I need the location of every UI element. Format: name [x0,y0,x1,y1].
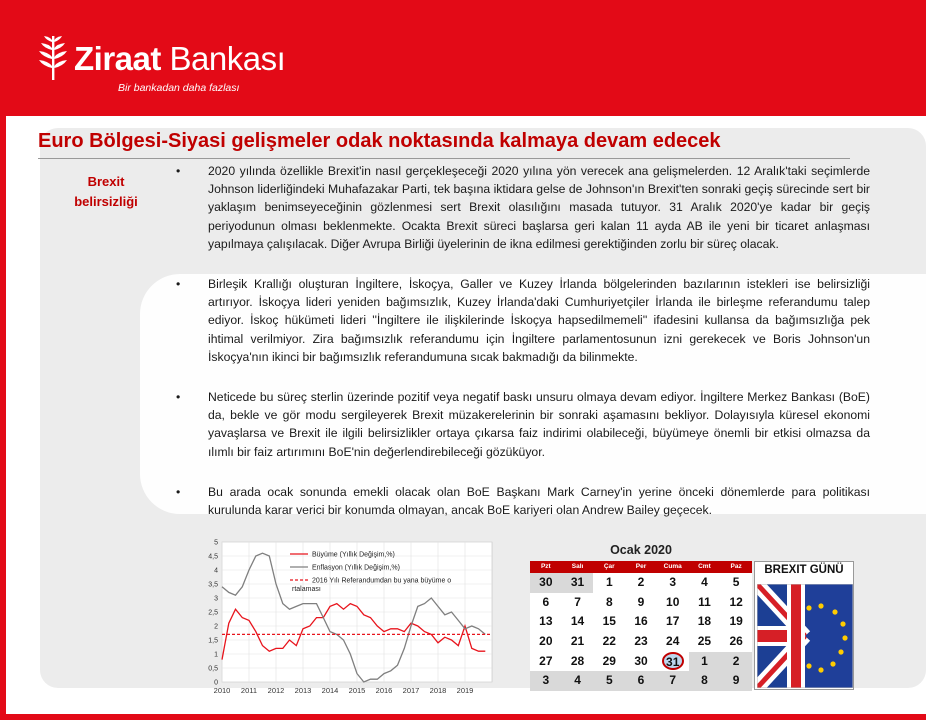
weekday-label: Cuma [663,563,682,570]
calendar-day: 8 [689,671,721,691]
chart-svg [204,532,496,698]
chart-y-tick-label: 5 [214,539,218,547]
calendar-day: 15 [593,612,625,632]
weekday-label: Çar [603,563,615,570]
bullet-item [172,483,870,519]
chart-y-tick-label: 3 [214,595,218,603]
chart-y-tick-label: 3,5 [208,581,218,589]
bullet-item [172,388,870,461]
calendar-day: 26 [720,632,752,652]
calendar-day: 13 [530,612,562,632]
bullet-dot: • [176,164,181,178]
calendar-day: 9 [720,671,752,691]
weekday-label: Per [635,563,647,570]
calendar-day: 11 [689,593,721,613]
calendar-day: 8 [593,593,625,613]
calendar-day: 27 [530,652,562,672]
chart-y-tick-label: 4,5 [208,553,218,561]
calendar-day: 4 [562,671,594,691]
bullet-list [172,162,870,519]
chart-x-tick-label: 2014 [321,686,339,695]
calendar-day: 12 [720,593,752,613]
calendar-day: 14 [562,612,594,632]
chart-y-tick-label: 0,5 [208,665,218,673]
calendar-day: 31 [562,573,594,593]
calendar-day: 18 [689,612,721,632]
header-bar [0,0,926,116]
calendar-day: 29 [593,652,625,672]
calendar-day: 28 [562,652,594,672]
calendar-day: 30 [625,652,657,672]
calendar-day: 3 [530,671,562,691]
frame-bottom-border [0,714,926,720]
slide-content [0,116,926,720]
calendar-january-2020 [530,543,752,691]
calendar-day: 9 [625,593,657,613]
calendar-day: 1 [689,652,721,672]
calendar-day: 7 [657,671,689,691]
chart-y-tick-label: 0 [214,679,218,687]
calendar-day: 25 [689,632,721,652]
calendar-day: 30 [530,573,562,593]
calendar-title: Ocak 2020 [610,543,672,557]
chart-x-tick-label: 2010 [213,686,231,695]
calendar-day: 23 [625,632,657,652]
bullet-text: 2020 yılında özellikle Brexit'in nasıl gerçekleşeceği 2020 yılına yön verecek ana gelişmelerden. 12 Aralık'taki seçimlerde Johnson liderliğindeki Muhafazakar Parti, tek başına iktidara gelse de Johnson'ın Brexit'ten sonraki geçiş sürecinde sert bir yaklaşım benimseyeceğinin gözlenmesi sert Brexit olasılığını masada tutuyor. 31 Aralık 2020'ye kadar bir geçiş periyodunun olması beklenmekte. Ocakta Brexit süreci başlarsa geri kalan 11 ayda AB ile yeni bir ticaret anlaşması yapılmaya çalışılacak. Diğer Avrupa Birliği üyelerinin de ikna edilmesi gerektiğinden zorlu bir süreç olacak. [208,164,870,251]
weekday-label: Cmt [698,563,711,570]
weekday-label: Salı [571,563,584,570]
side-label-line1: Brexit [87,174,125,189]
calendar-day: 2 [625,573,657,593]
calendar-day: 24 [657,632,689,652]
calendar-day: 7 [562,593,594,613]
calendar-day-grid [530,573,752,691]
brexit-day-label: BREXIT GÜNÜ [764,564,844,576]
calendar-day-brexit: 31 [657,652,689,672]
chart-x-tick-label: 2019 [456,686,474,695]
chart-y-tick-label: 4 [214,567,218,575]
calendar-day: 19 [720,612,752,632]
calendar-day: 5 [720,573,752,593]
chart-legend-label: Enflasyon (Yıllık Değişim,%) [312,564,400,572]
slide-title: Euro Bölgesi-Siyasi gelişmeler odak noktasında kalmaya devam edecek [38,130,721,152]
chart-x-tick-label: 2015 [348,686,366,695]
calendar-day: 6 [625,671,657,691]
chart-y-tick-label: 2 [214,623,218,631]
bullet-text: Bu arada ocak sonunda emekli olacak olan BoE Başkanı Mark Carney'in yerine önceki dönemlerde para politikası kurulunda karar verici bir konumda olmayan, ancak BoE kariyeri olan Andrew Bailey geçecek. [208,484,870,518]
uk-eu-flag-icon [757,584,853,688]
calendar-day: 3 [657,573,689,593]
calendar-day: 2 [720,652,752,672]
bullet-dot: • [176,484,181,499]
calendar-day: 17 [657,612,689,632]
calendar-day: 6 [530,593,562,613]
chart-x-tick-label: 2017 [402,686,420,695]
chart-y-tick-label: 1,5 [208,637,218,645]
calendar-day: 16 [625,612,657,632]
weekday-label: Pzt [540,563,551,570]
side-label [66,172,146,212]
calendar-day: 10 [657,593,689,613]
calendar-day: 4 [689,573,721,593]
calendar-day: 1 [593,573,625,593]
calendar-day: 22 [593,632,625,652]
side-label-line2: belirsizliği [74,194,138,209]
chart-x-tick-label: 2011 [240,686,258,695]
chart-legend-label: Büyüme (Yıllık Değişim,%) [312,551,395,559]
title-divider [38,158,850,159]
calendar-day: 21 [562,632,594,652]
brand-name: Ziraat Bankası [74,40,286,77]
bullet-text: Birleşik Krallığı oluşturan İngiltere, İskoçya, Galler ve Kuzey İrlanda bölgelerinden bazılarının istekleri ise belirsizliği artırıyor. İskoçya lideri yeniden bağımsızlık, Kuzey İrlanda'daki Cumhuriyetçiler İrlanda ile birleşme referandumu talep ediyor. İskoç hükümeti lideri ''İngiltere ile ilişkilerinde İskoçya hapsedilmemeli'' ifadesini kullansa da bağımsızlığa pek ihtimal verilmiyor. Zira bağımsızlık referandumu için İngiltere parlamentosunun izni gerekecek ve Boris Johnson'un İskoçya'nın ikinci bir bağımsızlık referandumuna sıcak bakmadığı da bilinmekte. [208,277,870,364]
calendar-day: 5 [593,671,625,691]
ziraat-logo [38,36,298,100]
bullet-dot: • [176,277,181,292]
chart-y-tick-label: 2,5 [208,609,218,617]
chart-legend-label: 2016 Yılı Referandumdan bu yana büyüme o [312,577,452,585]
calendar-day: 20 [530,632,562,652]
brand-slogan: Bir bankadan daha fazlası [118,82,240,94]
weekday-label: Paz [730,563,742,570]
bullet-item [172,275,870,366]
bullet-dot: • [176,390,181,405]
growth-inflation-chart [204,532,496,698]
chart-x-tick-label: 2012 [267,686,285,695]
bullet-text: Neticede bu süreç sterlin üzerinde pozitif veya negatif baskı unsuru olmaya devam ediyor. İngiltere Merkez Bankası (BoE) da, bekle ve gör modu sergileyerek Brexit müzakerelerinin bir sonraki aşamasını bekliyor. Dolayısıyla küresel ekonomi yavaşlarsa ve Brexit ile ilgili belirsizlikler ortaya çıkarsa faiz indirimi olabileceği, büyümeye önemli bir etkisi olmazsa da ılımlı bir faiz artırımını BoE'nin değerlendirebileceği gözüküyor. [208,390,870,459]
frame-left-border [0,116,6,720]
wheat-logo-icon [38,36,68,80]
calendar-weekday-header [530,561,752,573]
brexit-day-box [754,561,854,690]
chart-legend-label-cont: rtalaması [292,586,321,593]
chart-x-tick-label: 2016 [375,686,393,695]
chart-y-tick-label: 1 [214,651,218,659]
chart-x-tick-label: 2018 [429,686,447,695]
chart-x-tick-label: 2013 [294,686,312,695]
bullet-item [172,162,870,253]
